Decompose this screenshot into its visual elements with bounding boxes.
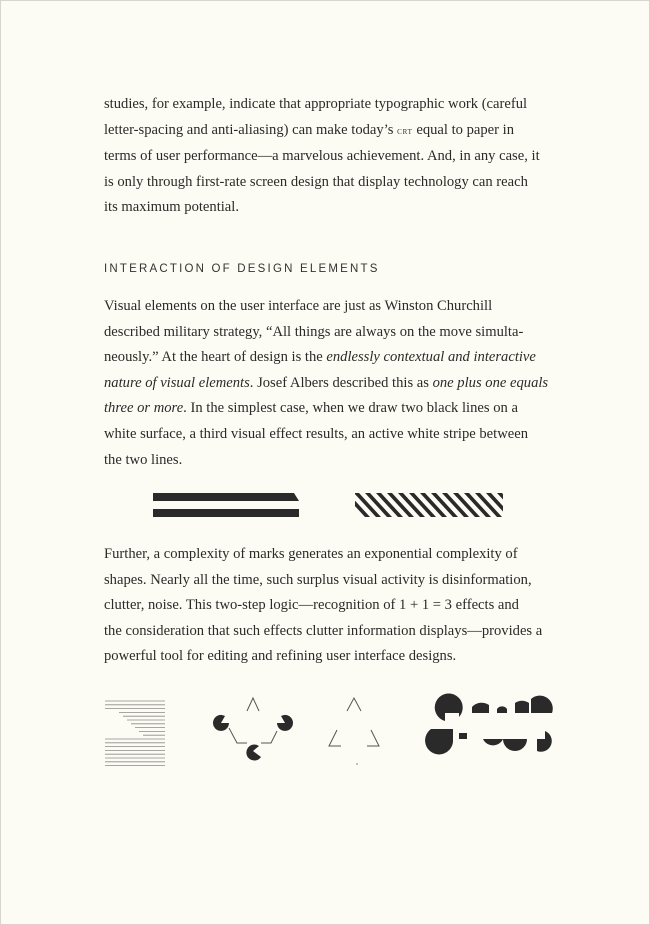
text-line bbox=[104, 371, 574, 397]
italic-phrase: one plus one equals bbox=[432, 374, 549, 391]
text-line: is only through first-rate screen design that display technology can reach bbox=[104, 173, 528, 190]
figure-triangle-fragments bbox=[327, 691, 397, 766]
text-line: Visual elements on the user interface are just as Winston Churchill bbox=[104, 298, 493, 314]
triangle-outline-segment bbox=[367, 730, 379, 746]
paragraph-intro bbox=[104, 92, 574, 221]
figure-diagonal-stripes bbox=[355, 493, 505, 519]
text-line: studies, for example, indicate that appropriate typographic work (careful bbox=[104, 96, 528, 112]
text-fragment: . In the simplest case, when we draw two black lines on a bbox=[183, 400, 518, 417]
text-line: the two lines. bbox=[104, 451, 183, 468]
blob-bottom bbox=[483, 739, 503, 745]
text-fragment: . Josef Albers described this as bbox=[249, 374, 433, 391]
text-fragment: effects and bbox=[451, 597, 519, 614]
section-heading: INTERACTION OF DESIGN ELEMENTS bbox=[104, 263, 380, 275]
text-line: its maximum potential. bbox=[104, 199, 239, 216]
text-line bbox=[104, 396, 574, 422]
black-line-upper bbox=[153, 493, 299, 501]
paragraph-interaction bbox=[104, 294, 574, 473]
italic-phrase: three or more bbox=[104, 400, 184, 417]
small-caps-acronym: crt bbox=[397, 125, 413, 137]
triangle-outline-segment bbox=[229, 728, 247, 743]
pacman-right bbox=[277, 715, 293, 731]
blob-bottom bbox=[459, 733, 467, 739]
blob-top bbox=[497, 706, 507, 713]
text-line: the consideration that such effects clutter information displays—provides a bbox=[104, 622, 543, 639]
paragraph-complexity bbox=[104, 542, 574, 670]
text-line bbox=[104, 593, 574, 619]
text-line: terms of user performance—a marvelous achievement. And, in any case, it bbox=[104, 148, 540, 165]
pacman-left bbox=[213, 715, 229, 731]
figure-two-black-lines bbox=[153, 493, 303, 519]
black-line-lower bbox=[153, 509, 299, 517]
triangle-outline-segment bbox=[261, 731, 277, 743]
figure-staggered-lines bbox=[105, 699, 167, 769]
italic-phrase: endlessly contextual and interactive bbox=[326, 349, 536, 366]
figure-illusory-rectangle bbox=[427, 693, 557, 768]
blob-top bbox=[515, 701, 529, 713]
blob-corner bbox=[537, 731, 552, 752]
equation: 1 + 1 = 3 bbox=[399, 597, 452, 614]
dot-mark bbox=[356, 763, 358, 765]
text-line: described military strategy, “All things are always on the move simulta- bbox=[104, 323, 524, 340]
italic-phrase: nature of visual elements bbox=[104, 374, 250, 391]
diagonal-stripe bbox=[508, 493, 535, 517]
pacman-bottom bbox=[246, 745, 261, 761]
blob-top bbox=[472, 703, 489, 713]
text-fragment: clutter, noise. This two-step logic—recognition of bbox=[104, 597, 400, 614]
text-line: shapes. Nearly all the time, such surplus visual activity is disinformation, bbox=[104, 571, 532, 588]
blob-corner bbox=[425, 729, 453, 754]
text-line: Further, a complexity of marks generates an exponential complexity of bbox=[104, 546, 518, 562]
figure-kanizsa-triangle bbox=[209, 691, 299, 766]
triangle-outline-segment bbox=[247, 698, 259, 711]
triangle-outline-segment bbox=[347, 698, 361, 711]
text-line bbox=[104, 345, 574, 371]
text-fragment: equal to paper in bbox=[412, 121, 514, 138]
text-line: powerful tool for editing and refining user interface designs. bbox=[104, 648, 457, 665]
blob-bottom bbox=[503, 739, 527, 751]
blob-corner bbox=[435, 694, 463, 721]
triangle-outline-segment bbox=[329, 730, 341, 746]
text-line: white surface, a third visual effect results, an active white stripe between bbox=[104, 425, 529, 442]
text-fragment: letter-spacing and anti-aliasing) can make today’s bbox=[104, 121, 398, 138]
blob-corner bbox=[531, 696, 553, 713]
text-line bbox=[104, 118, 574, 145]
text-fragment: neously.” At the heart of design is the bbox=[104, 349, 327, 366]
